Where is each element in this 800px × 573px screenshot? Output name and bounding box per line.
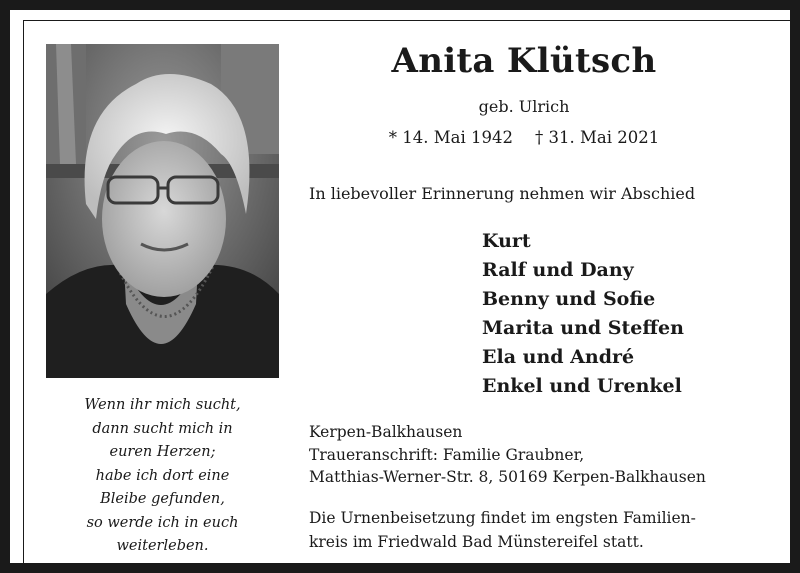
mourners-list <box>482 227 684 401</box>
notice-line: Die Urnenbeisetzung findet im engsten Familien- <box>309 509 696 527</box>
notice-line: kreis im Friedwald Bad Münstereifel statt. <box>309 533 644 551</box>
verse-line: weiterleben. <box>116 538 209 554</box>
verse-line: euren Herzen; <box>109 444 216 460</box>
maiden-name: geb. Ulrich <box>478 97 570 116</box>
farewell-intro: In liebevoller Erinnerung nehmen wir Abschied <box>309 184 696 203</box>
obituary-inner-border <box>23 20 791 568</box>
portrait-photo <box>46 44 279 378</box>
memorial-verse <box>46 394 279 559</box>
mourner-entry: Ela und André <box>482 346 635 368</box>
verse-line: Wenn ihr mich sucht, <box>84 397 241 413</box>
mourner-entry: Marita und Steffen <box>482 317 684 339</box>
address-line: Traueranschrift: Familie Graubner, <box>309 445 585 464</box>
mourner-entry: Benny und Sofie <box>482 288 656 310</box>
verse-line: Bleibe gefunden, <box>100 491 225 507</box>
verse-line: habe ich dort eine <box>95 467 230 484</box>
deceased-name: Anita Klütsch <box>391 41 657 81</box>
burial-notice <box>309 506 696 554</box>
mourning-address <box>309 421 706 489</box>
mourner-entry: Ralf und Dany <box>482 259 634 281</box>
death-date: † 31. Mai 2021 <box>535 128 660 147</box>
verse-line: dann sucht mich in <box>92 420 233 437</box>
mourner-entry: Enkel und Urenkel <box>482 375 682 397</box>
verse-line: so werde ich in euch <box>86 514 239 531</box>
life-dates <box>289 127 759 149</box>
address-line: Matthias-Werner-Str. 8, 50169 Kerpen-Balkhausen <box>309 468 706 486</box>
birth-date: * 14. Mai 1942 <box>388 128 513 147</box>
address-line: Kerpen-Balkhausen <box>309 423 463 441</box>
mourner-entry: Kurt <box>482 230 531 252</box>
portrait-photo-graphic <box>46 44 279 378</box>
